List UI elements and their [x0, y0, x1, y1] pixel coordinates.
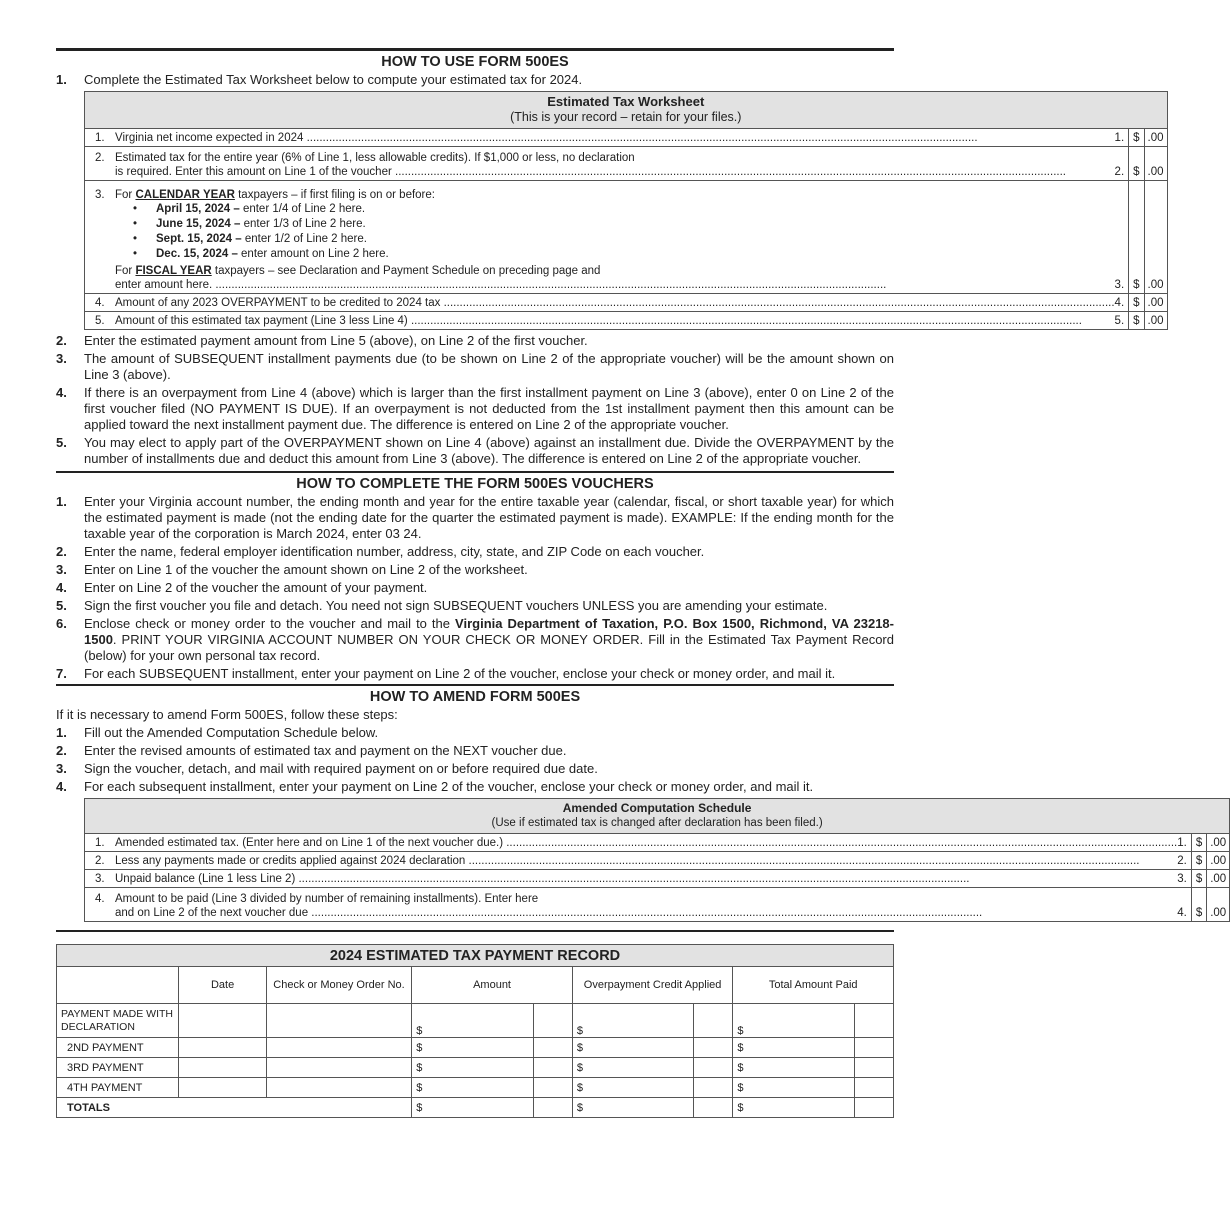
complete-step-7: 7. For each SUBSEQUENT installment, enter your payment on Line 2 of the voucher, enclose your check or money order, and mail it. [56, 666, 836, 681]
table-row: 3RD PAYMENT $ $ $ [57, 1058, 894, 1078]
table-row: 4TH PAYMENT $ $ $ [57, 1078, 894, 1098]
worksheet-caption: Estimated Tax Worksheet (This is your record – retain for your files.) [85, 92, 1168, 129]
amend-step-1: 1. Fill out the Amended Computation Schedule below. [56, 725, 379, 740]
payment-record-table [56, 944, 894, 1118]
how-to-complete-heading: HOW TO COMPLETE THE FORM 500ES VOUCHERS [296, 476, 654, 492]
top-rule [56, 48, 894, 51]
use-step-1: 1. Complete the Estimated Tax Worksheet below to compute your estimated tax for 2024. [56, 72, 583, 87]
use-step-3: 3. The amount of SUBSEQUENT installment payments due (to be shown on Line 2 of the appropriate voucher) will be the amount shown on Line 3 (above). [56, 351, 894, 382]
form-page [56, 48, 1227, 1118]
complete-step-6: 6. Enclose check or money order to the voucher and mail to the Virginia Department of Taxation, P.O. Box 1500, Richmond, VA 23218-1500. PRINT YOUR VIRGINIA ACCOUNT NUMBER ON YOUR CHECK OR MONEY ORDER. Fill in the Estimated Tax Payment Record (below) for your own personal tax record. [56, 616, 894, 663]
amend-step-3: 3. Sign the voucher, detach, and mail with required payment on or before required due date. [56, 761, 598, 776]
complete-step-5: 5. Sign the first voucher you file and detach. You need not sign SUBSEQUENT vouchers UNLESS you are amending your estimate. [56, 598, 828, 613]
sched-line3-amount[interactable]: $ [1191, 870, 1206, 888]
use-step-2: 2. Enter the estimated payment amount from Line 5 (above), on Line 2 of the first voucher. [56, 333, 588, 348]
ws-line3-amount[interactable]: $ [1129, 181, 1144, 294]
amend-intro: If it is necessary to amend Form 500ES, follow these steps: [56, 707, 398, 722]
complete-step-4: 4. Enter on Line 2 of the voucher the amount of your payment. [56, 580, 428, 595]
section-rule [56, 684, 894, 686]
section-rule [56, 471, 894, 473]
col-total: Total Amount Paid [733, 967, 894, 1004]
sched-line1-amount[interactable]: $ [1191, 834, 1206, 852]
complete-step-2: 2. Enter the name, federal employer identification number, address, city, state, and ZIP Code on each voucher. [56, 544, 705, 559]
amend-step-4: 4. For each subsequent installment, enter your payment on Line 2 of the voucher, enclose your check or money order, and mail it. [56, 779, 814, 794]
section-rule [56, 930, 894, 932]
table-row: 2ND PAYMENT $ $ $ [57, 1038, 894, 1058]
estimated-tax-worksheet: Estimated Tax Worksheet (This is your record – retain for your files.) 1. Virginia net income expected in 2024 ..... 1. $ .00 2. Estimated tax for the entire year (6% of Line 1, less allowable credits). If $1,000 or less, no declaration is required. Enter this amount on Line 1 of the voucher ..... 2. $ .00 3. For CALENDAR YEAR taxpayers – if first filing is on or before: • April 15, 2024 – enter 1/4 of Line 2 here. • June 15, 2024 – enter 1/3 of Line 2 here. • Sept. 15, 2024 – enter 1/2 of Line 2 here. • Dec. 15, 2024 – enter amount on Line 2 here. For FISCAL YEAR taxpayers – see Declaration and Payment Schedule on preceding page and enter amount here. ..... 3. $ .00 4. Amount of any 2023 OVERPAYMENT to be credited to 2024 tax ..... 4. $ .00 5. Amount of this estimated tax payment (Line 3 less Line 4) ..... 5. $ .00 [84, 91, 1168, 330]
col-check: Check or Money Order No. [266, 967, 412, 1004]
ws-line5-amount[interactable]: $ [1129, 312, 1144, 330]
amend-step-2: 2. Enter the revised amounts of estimated tax and payment on the NEXT voucher due. [56, 743, 567, 758]
col-date: Date [179, 967, 266, 1004]
totals-row: TOTALS $ $ $ [57, 1098, 894, 1118]
ws-line1-amount[interactable]: $ [1129, 129, 1144, 147]
how-to-amend-heading: HOW TO AMEND FORM 500ES [369, 689, 581, 705]
payment-record-title: 2024 ESTIMATED TAX PAYMENT RECORD [57, 945, 894, 967]
col-amount: Amount [412, 967, 573, 1004]
sched-line4-amount[interactable]: $ [1191, 888, 1206, 922]
schedule-caption: Amended Computation Schedule (Use if estimated tax is changed after declaration has been filed.) [85, 799, 1230, 834]
table-row: PAYMENT MADE WITH DECLARATION $ $ $ [57, 1004, 894, 1038]
sched-line2-amount[interactable]: $ [1191, 852, 1206, 870]
how-to-use-heading: HOW TO USE FORM 500ES [381, 54, 569, 70]
ws-line2-amount[interactable]: $ [1129, 147, 1144, 181]
complete-step-3: 3. Enter on Line 1 of the voucher the amount shown on Line 2 of the worksheet. [56, 562, 528, 577]
use-step-4: 4. If there is an overpayment from Line 4 (above) which is larger than the first installment payment on Line 3 (above), enter 0 on Line 2 of the first voucher filed (NO PAYMENT IS DUE). If an overpayment is not deducted from the 1st installment payment then this amount can be applied toward the next installment payment due. The difference is entered on Line 2 of the appropriate voucher. [56, 385, 894, 432]
complete-step-1: 1. Enter your Virginia account number, the ending month and year for the entire taxable year (calendar, fiscal, or short taxable year) for which the estimated payment is made (not the ending date for the quarter the estimated payment is made). EXAMPLE: If the ending month for the taxable year of the corporation is March 2024, enter 03 24. [56, 494, 894, 541]
amended-computation-schedule: Amended Computation Schedule (Use if estimated tax is changed after declaration has been filed.) 1. Amended estimated tax. (Enter here and on Line 1 of the next voucher due.) ..... 1. $ .00 2. Less any payments made or credits applied against 2024 declaration ..... 2. $ .00 3. Unpaid balance (Line 1 less Line 2) ..... 3. $ .00 4. Amount to be paid (Line 3 divided by number of remaining installments). Enter here and on Line 2 of the next voucher due ..... 4. $ .00 [84, 798, 1230, 922]
use-step-5: 5. You may elect to apply part of the OVERPAYMENT shown on Line 4 (above) against an installment due. Divide the OVERPAYMENT by the number of installments due and deduct this amount from Line 3 (above). The difference is entered on Line 2 of the appropriate voucher. [56, 435, 894, 466]
col-overpayment: Overpayment Credit Applied [572, 967, 733, 1004]
ws-line4-amount[interactable]: $ [1129, 294, 1144, 312]
